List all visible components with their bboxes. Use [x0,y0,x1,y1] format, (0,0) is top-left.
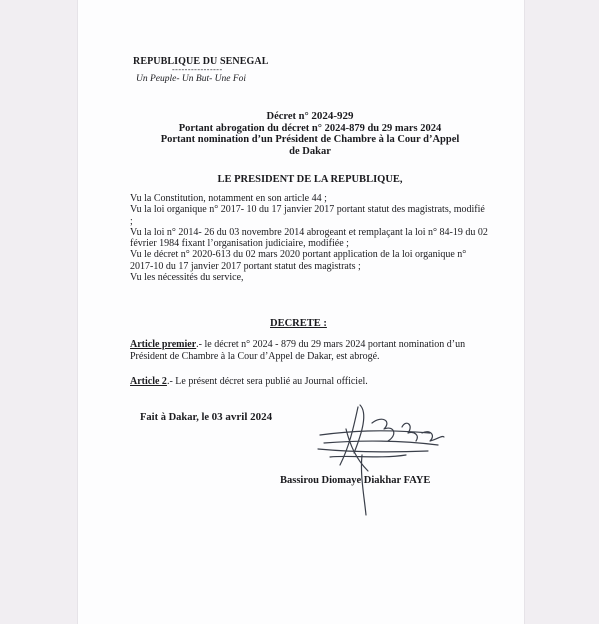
closing-line [140,411,272,423]
consideration-item: Vu la loi n° 2014- 26 du 03 novembre 2014 abrogeant et remplaçant la loi n° 84-19 du 02 février 1984 fixant l’organisation judiciaire, modifiée ; [130,226,488,250]
decree-subject-line-2: Portant nomination d’un Président de Chambre à la Cour d’Appel [160,134,460,145]
article-1-label: Article premier [130,339,197,350]
document-page [78,0,524,624]
closing-place: Fait à Dakar, le [140,412,212,423]
national-motto: Un Peuple- Un But- Une Foi [136,74,247,84]
decree-subject-line-1: Portant abrogation du décret n° 2024-879 du 29 mars 2024 [178,122,442,134]
consideration-item: Vu le décret n° 2020-613 du 02 mars 2020 portant application de la loi organique n° 2017-10 du 17 janvier 2017 portant statut des magistrats ; [130,249,467,272]
consideration-item: Vu la Constitution, notamment en son article 44 ; [130,193,327,204]
heading-separator: ---------------- [172,65,223,74]
decree-number: 2024-929 [311,110,354,122]
closing-date: 03 avril 2024 [211,411,273,423]
article-2-separator: .- [166,376,176,387]
decree-title [130,111,490,157]
decree-label: Décret n° [266,111,309,122]
country-heading: REPUBLIQUE DU SENEGAL [133,56,269,67]
handwritten-signature [310,385,450,525]
president-heading: LE PRESIDENT DE LA REPUBLIQUE, [217,174,403,185]
signer-name: Bassirou Diomaye Diakhar FAYE [280,475,431,486]
consideration-item: Vu les nécessités du service, [130,272,244,284]
article-1 [130,339,470,362]
decree-subject-line-3: de Dakar [289,145,331,157]
decree-number-line [130,111,490,123]
article-2-text: Le présent décret sera publié au Journal officiel. [175,376,368,387]
considerations-list [130,193,490,283]
article-2-label: Article 2 [130,376,167,387]
article-1-separator: .- [196,339,205,350]
article-1-text: le décret n° 2024 - 879 du 29 mars 2024 portant nomination d’un Président de Chambre à la Cour d’Appel de Dakar, est abrogé. [130,339,466,362]
decrete-heading: DECRETE : [270,318,327,329]
consideration-item: Vu la loi organique n° 2017- 10 du 17 janvier 2017 portant statut des magistrats, modifié ; [130,204,485,227]
